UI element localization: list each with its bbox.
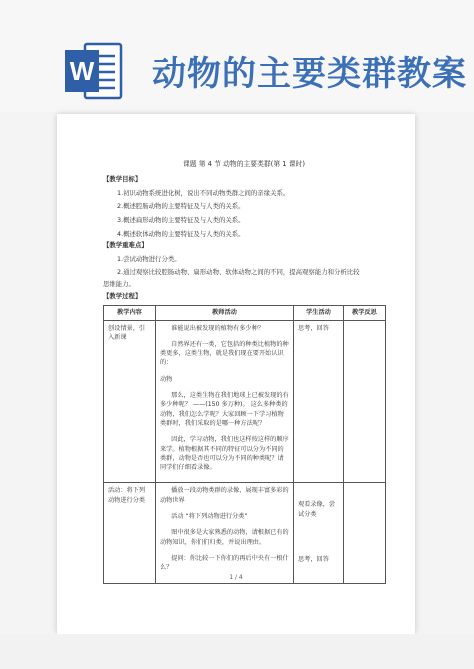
cell-text: 创设情景，引入新课: [108, 324, 146, 341]
cell-text: 动物: [160, 375, 173, 383]
student-activity-cell: [294, 320, 344, 483]
cell-text: 思考，回答: [298, 324, 329, 332]
cell-text: 自然界还有一类，它包括的种类比植物的种类更多，这类生物，就是我们现在要开始认识的：: [160, 340, 289, 367]
cell-text: 提问：你比较一下你们的再后中央有一根什么？: [160, 554, 289, 572]
key-points-heading: 【教学重难点】: [103, 241, 148, 250]
cell-text: 活动 “将下列动物进行分类”: [171, 513, 248, 521]
content-cell: [104, 483, 156, 583]
key-point-continuation: 思维能力。: [103, 280, 135, 289]
document-page: [57, 114, 415, 634]
process-heading: 【教学过程】: [103, 291, 142, 300]
cell-text: 因此，学习动物，我们也这样按这样的顺序来学。植物根据其不同的特征可以分为不同的类群，动物是否也可以分为不同的种类呢？请同学们仔细看录像。: [160, 436, 289, 472]
word-document-icon: [63, 40, 125, 102]
cell-text: 活动：将下列动物进行分类: [108, 487, 146, 504]
cell-text: 谁能说出被发现的植物有多少种？: [171, 324, 264, 332]
banner-title: 动物的主要类群教案: [152, 54, 467, 94]
cell-text: 思考，回答: [298, 556, 329, 564]
cell-text: 图中很多是大家熟悉的动物，请根据已有的动物知识，你们们归类，并说出理由。: [160, 529, 289, 546]
header-banner: [0, 0, 474, 112]
footer-area: [0, 634, 474, 669]
goal-item: 1.初识动物系统进化树，说出不同动物类群之间的亲缘关系。: [117, 188, 290, 197]
reflection-cell: [344, 320, 386, 483]
table-row: [104, 483, 386, 583]
goal-item: 2.概述腔肠动物的主要特征及与人类的关系。: [117, 202, 245, 211]
page-number: 1 / 4: [229, 574, 243, 581]
teacher-activity-cell: [156, 320, 294, 483]
goal-item: 4.概述软体动物的主要特征及与人类的关系。: [117, 229, 245, 238]
document-body: [103, 159, 385, 584]
teacher-activity-cell: [156, 483, 294, 583]
table-header-row: [104, 306, 386, 320]
reflection-cell: [344, 483, 386, 583]
column-header: 教学反思: [344, 306, 386, 320]
goals-heading: 【教学目标】: [103, 175, 142, 184]
cell-text: 那么，这类生物在我们地球上已被发现的有多少种呢？ ——(150 多万种)。 这么多种类的动物，我们怎么学呢？大家回顾一下学习植物类群时，我们采取的是哪一种方法呢？: [160, 392, 289, 427]
table-row: [104, 320, 386, 483]
cell-text: 观看录像，尝试分类: [298, 501, 336, 518]
lesson-table: [103, 305, 386, 583]
key-point-item: 2.通过观察比较腔肠动物、扁形动物、软体动物之间的不同，提高观察能力和分析比较: [117, 268, 360, 277]
word-icon-letter: W: [69, 56, 95, 86]
cell-text: 播放一段动物类群的录像，展现丰富多彩的动物世界: [160, 487, 289, 504]
goal-item: 3.概述扁形动物的主要特征及与人类的关系。: [117, 216, 245, 225]
student-activity-cell: [294, 483, 344, 583]
content-cell: [104, 320, 156, 483]
key-point-item: 1.尝试动物进行分类。: [117, 254, 181, 263]
column-header: 教学内容: [104, 306, 156, 320]
lesson-title: 课题 第 4 节 动物的主要类群(第 1 课时): [182, 160, 306, 168]
column-header: 教师活动: [156, 306, 294, 320]
column-header: 学生活动: [294, 306, 344, 320]
